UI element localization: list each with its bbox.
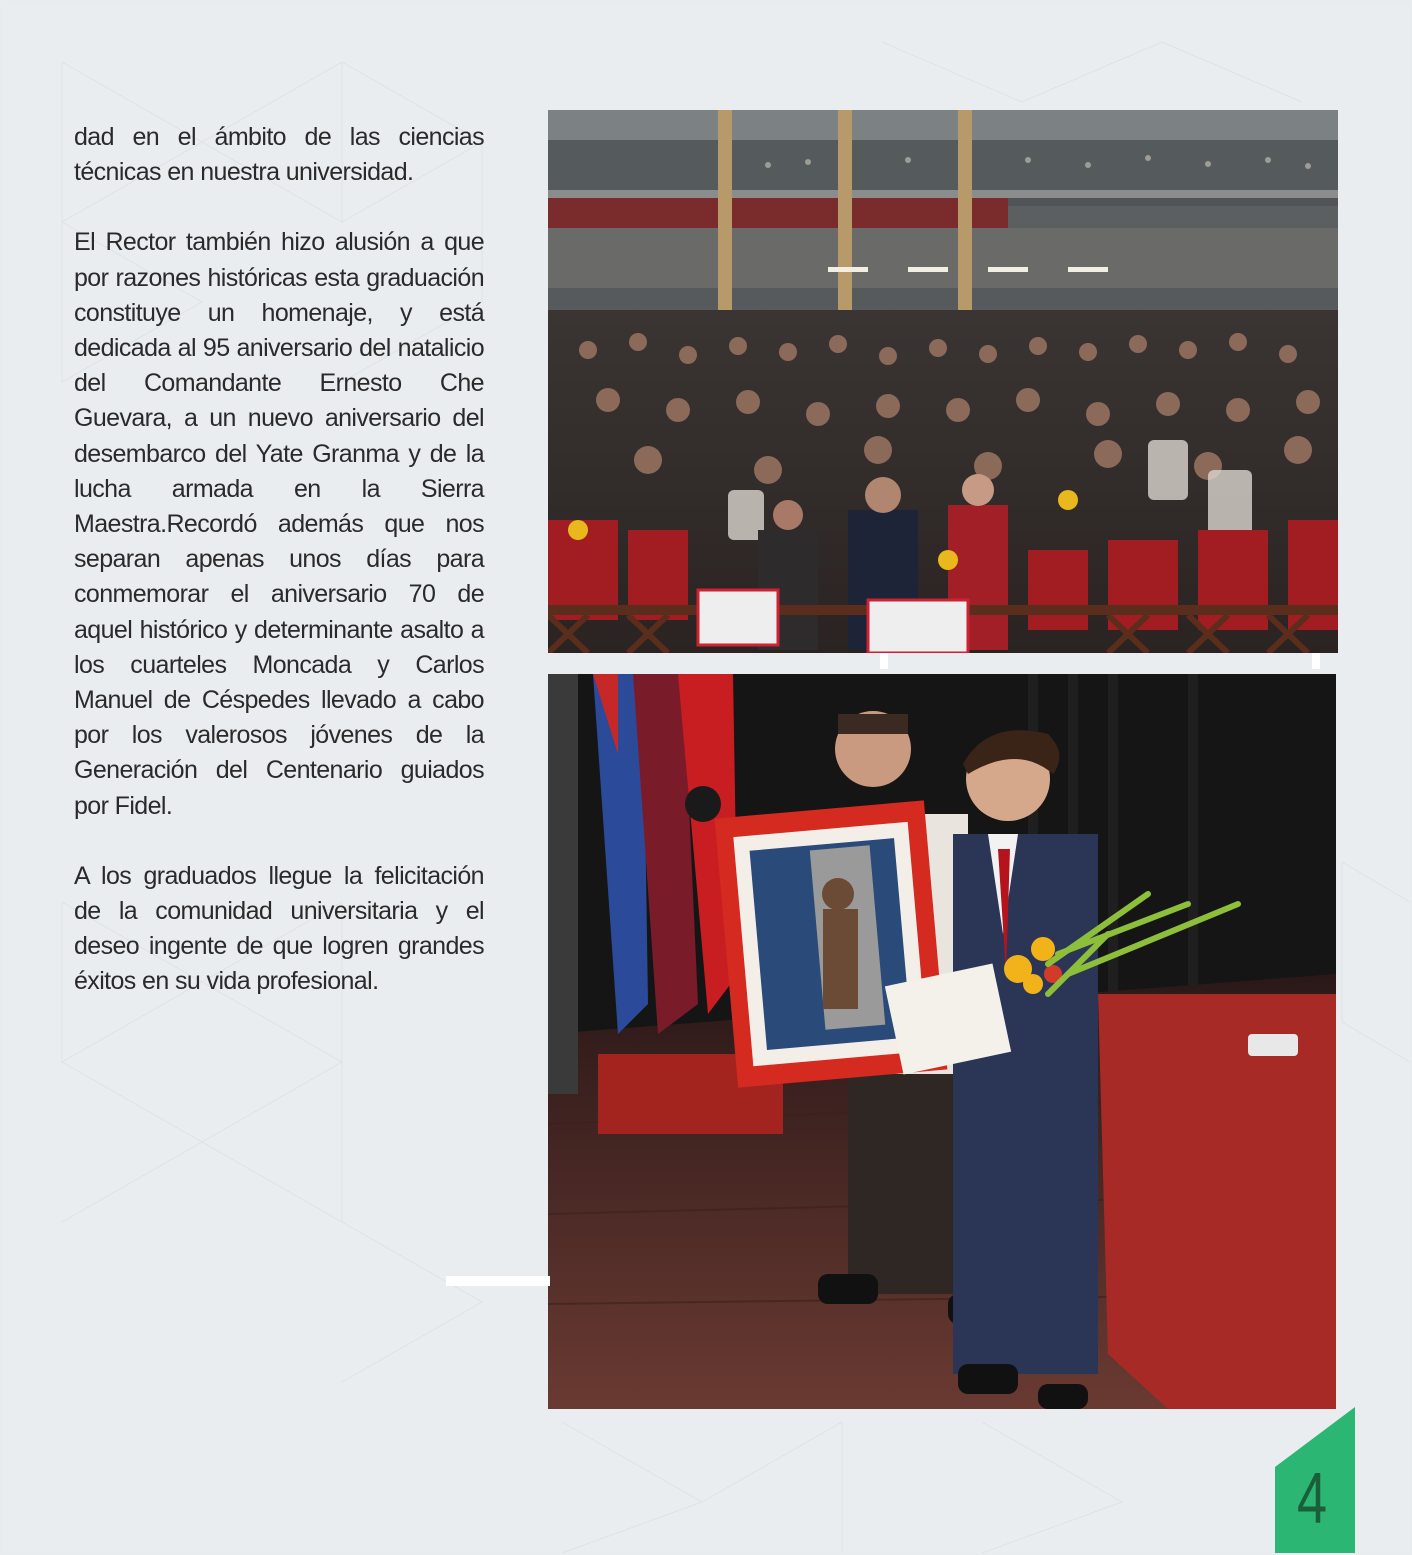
page-number: 4	[1296, 1459, 1328, 1539]
magazine-page	[2, 2, 1410, 1553]
paragraph-3: A los graduados llegue la felicitación de la comunidad universitaria y el deseo ingente de que logren grandes éxitos en su vida profesional.	[74, 861, 484, 996]
article-text	[74, 120, 484, 1035]
auditorium-photo	[548, 110, 1338, 653]
paragraph-2: El Rector también hizo alusión a que por razones históricas esta graduación constituye un homenaje, y está dedicada al 95 aniversario del natalicio del Comandante Ernesto Che Guevara, a un nuevo aniversario del desembarco del Yate Granma y de la lucha armada en la Sierra Maestra.Recordó además que nos separan apenas unos días para conmemorar el aniversario 70 de aquel histórico y determinante asalto a los cuarteles Moncada y Carlos Manuel de Céspedes llevado a cabo por los valerosos jóvenes de la Generación del Centenario guiados por Fidel.	[74, 228, 484, 820]
graduate-photo	[548, 674, 1336, 1409]
paragraph-1: dad en el ámbito de las ciencias técnicas en nuestra universidad.	[74, 123, 484, 187]
decorative-line	[446, 1276, 550, 1286]
decorative-bracket	[880, 653, 1320, 669]
